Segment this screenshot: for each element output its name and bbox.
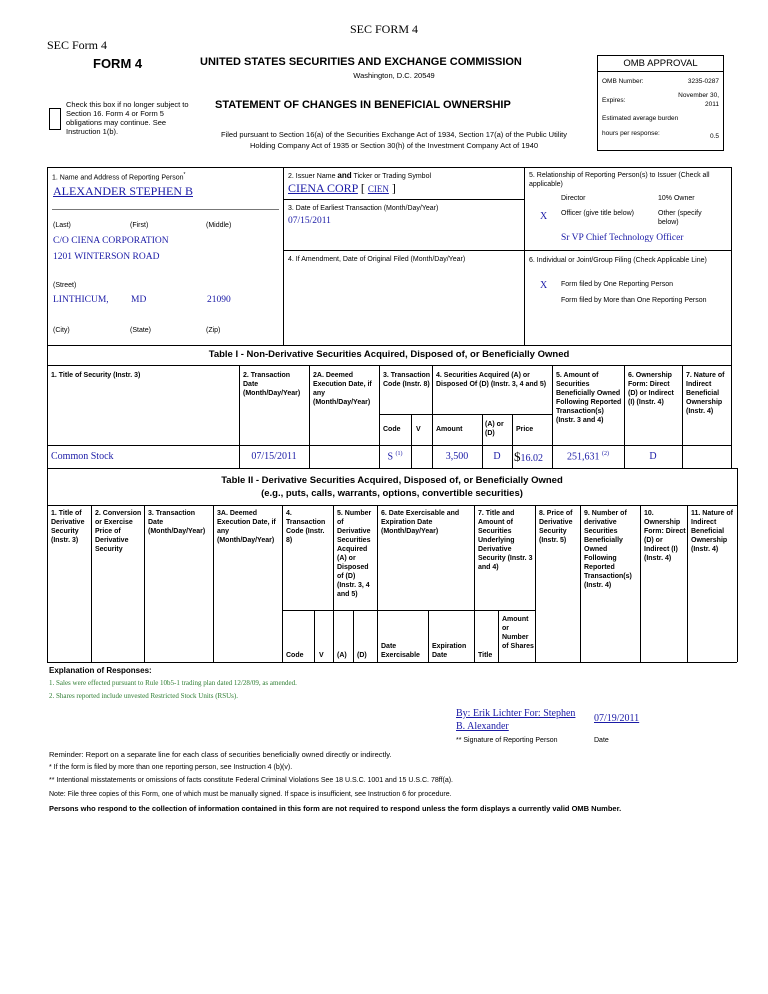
margin-label: SEC Form 4 <box>47 38 108 52</box>
t2-h9: 9. Number of derivative Securities Beneficially Owned Following Reported Transaction(s) (Instr. 4) <box>584 510 632 589</box>
filed-line-1: Filed pursuant to Section 16(a) of the Securities Exchange Act of 1934, Section 17(a) of the Public Utility <box>220 130 568 139</box>
more-person-label: Form filed by More than One Reporting Person <box>561 297 707 304</box>
one-person-mark[interactable]: X <box>540 280 548 291</box>
t1-h5: 5. Amount of Securities Beneficially Owned Following Reported Transaction(s) (Instr. 3 and 4) <box>556 372 622 424</box>
ticker[interactable]: CIEN <box>367 184 389 194</box>
t1-h3: 3. Transaction Code (Instr. 8) <box>383 372 431 388</box>
t1-h6: 6. Ownership Form: Direct (D) or Indirect (I) (Instr. 4) <box>628 372 674 406</box>
t2-h4: 4. Transaction Code (Instr. 8) <box>286 510 326 544</box>
omb-burden-label: Estimated average burden <box>602 115 679 122</box>
zip: 21090 <box>207 295 231 305</box>
t1-row-form: D <box>649 451 657 462</box>
signature-label: ** Signature of Reporting Person <box>456 737 558 744</box>
t2-h10: 10. Ownership Form: Direct (D) or Indirect (I) (Instr. 4) <box>644 510 686 562</box>
t1-sub-price: Price <box>516 426 534 433</box>
other-label: Other (specify below) <box>658 210 702 226</box>
commission-location: Washington, D.C. 20549 <box>353 71 435 80</box>
omb-hours-label: hours per response: <box>602 130 660 137</box>
one-person-label: Form filed by One Reporting Person <box>561 281 674 288</box>
earliest-transaction-date: 07/15/2011 <box>288 216 331 226</box>
t2-sub-title: Title <box>478 652 493 659</box>
omb-hours: 0.5 <box>709 133 719 140</box>
officer-title: Sr VP Chief Technology Officer <box>561 233 684 243</box>
city-label: (City) <box>53 327 70 334</box>
form-title: FORM 4 <box>93 56 143 71</box>
state: MD <box>131 295 147 305</box>
signature-date: 07/19/2011 <box>594 713 640 724</box>
t2-h8: 8. Price of Derivative Security (Instr. 5) <box>539 510 573 544</box>
t1-row-security: Common Stock <box>51 451 114 462</box>
t1-h1: 1. Title of Security (Instr. 3) <box>51 372 141 379</box>
t1-sub-v: V <box>416 426 421 433</box>
t1-row-ad: D <box>493 451 501 462</box>
table2-title-1: Table II - Derivative Securities Acquired, Disposed of, or Beneficially Owned <box>221 475 563 486</box>
t1-row-amount: 3,500 <box>445 451 469 462</box>
address-line-1: C/O CIENA CORPORATION <box>53 236 169 246</box>
t2-h2: 2. Conversion or Exercise Price of Derivative Security <box>95 510 142 553</box>
t1-row-owned-value: 251,631 <box>567 451 600 463</box>
box6-label: 6. Individual or Joint/Group Filing (Check Applicable Line) <box>529 257 707 264</box>
t1-sub-amount: Amount <box>436 426 463 433</box>
officer-mark[interactable]: X <box>540 211 548 222</box>
state-label: (State) <box>130 327 152 334</box>
footnote-2: 2. Shares reported include unvested Restricted Stock Units (RSUs). <box>49 692 238 700</box>
t2-sub-amount: Amount or Number of Shares <box>502 616 534 650</box>
note-omb: Persons who respond to the collection of information contained in this form are not required to respond unless the form displays a currently valid OMB Number. <box>49 804 622 813</box>
omb-expires-label: Expires: <box>602 97 626 104</box>
filed-line-2: Holding Company Act of 1935 or Section 30(h) of the Investment Company Act of 1940 <box>249 141 539 150</box>
note-reminder: Reminder: Report on a separate line for each class of securities beneficially owned directly or indirectly. <box>49 750 392 759</box>
footnote-1: 1. Sales were effected pursuant to Rule 10b5-1 trading plan dated 12/28/09, as amended. <box>49 679 297 687</box>
t1-sub-ad: (A) or (D) <box>485 421 504 437</box>
first-label: (First) <box>130 222 149 229</box>
omb-title: OMB APPROVAL <box>598 56 723 72</box>
t2-sub-expiration-date: Expiration Date <box>432 643 467 659</box>
middle-label: (Middle) <box>206 222 232 229</box>
ten-pct-owner-label: 10% Owner <box>658 195 695 202</box>
checkbox-text: Check this box if no longer subject to Section 16. Form 4 or Form 5 obligations may continue. See Instruction 1(b). <box>66 100 189 136</box>
table1-title: Table I - Non-Derivative Securities Acquired, Disposed of, or Beneficially Owned <box>208 349 570 360</box>
city: LINTHICUM, <box>53 295 109 305</box>
note-multiple-persons: * If the form is filed by more than one reporting person, see Instruction 4 (b)(v). <box>49 764 293 771</box>
t1-row-owned-footnote[interactable]: (2) <box>602 451 609 457</box>
box5-label: 5. Relationship of Reporting Person(s) to Issuer (Check all applicable) <box>529 172 710 188</box>
officer-label: Officer (give title below) <box>561 210 635 217</box>
note-misstatements: ** Intentional misstatements or omissions of facts constitute Federal Criminal Violations See 18 U.S.C. 1001 and 15 U.S.C. 78ff(a). <box>49 777 453 784</box>
t1-h2: 2. Transaction Date (Month/Day/Year) <box>243 372 301 397</box>
t1-row-code-footnote[interactable]: (1) <box>395 451 403 457</box>
last-label: (Last) <box>53 222 71 229</box>
commission-name: UNITED STATES SECURITIES AND EXCHANGE COMMISSION <box>200 56 522 68</box>
t1-h2a: 2A. Deemed Execution Date, if any (Month/Day/Year) <box>313 372 372 406</box>
director-label: Director <box>561 195 586 202</box>
t2-h3: 3. Transaction Date (Month/Day/Year) <box>148 510 206 535</box>
box2-label: 2. Issuer Name and Ticker or Trading Symbol <box>288 171 432 180</box>
t1-row-code <box>379 451 411 462</box>
issuer-name[interactable]: CIENA CORP <box>288 181 358 195</box>
note-copies: Note: File three copies of this Form, one of which must be manually signed. If space is insufficient, see Instruction 6 for procedure. <box>49 791 452 798</box>
page-header: SEC FORM 4 <box>349 22 419 36</box>
reporting-person-name[interactable]: ALEXANDER STEPHEN B <box>53 184 193 198</box>
box1-label: 1. Name and Address of Reporting Person* <box>52 172 186 182</box>
t1-row-code-value: S <box>387 451 394 463</box>
address-line-2: 1201 WINTERSON ROAD <box>53 252 160 262</box>
t2-sub-a: (A) <box>337 652 347 659</box>
signature-name[interactable]: By: Erik Lichter For: Stephen B. Alexander <box>456 708 576 732</box>
omb-expires: November 30, 2011 <box>678 92 719 108</box>
zip-label: (Zip) <box>206 327 221 334</box>
t2-sub-d: (D) <box>357 652 367 659</box>
box3-label: 3. Date of Earliest Transaction (Month/Day/Year) <box>288 205 439 212</box>
statement-title: STATEMENT OF CHANGES IN BENEFICIAL OWNERSHIP <box>215 99 511 111</box>
omb-number-label: OMB Number: <box>602 78 644 85</box>
table2-title-2: (e.g., puts, calls, warrants, options, convertible securities) <box>261 488 523 499</box>
t1-h7: 7. Nature of Indirect Beneficial Ownership (Instr. 4) <box>686 372 725 415</box>
box4-label: 4. If Amendment, Date of Original Filed (Month/Day/Year) <box>288 256 466 263</box>
t2-h1: 1. Title of Derivative Security (Instr. 3) <box>51 510 85 544</box>
t1-row-owned <box>552 451 624 462</box>
t1-sub-code: Code <box>383 426 401 433</box>
t2-h6: 6. Date Exercisable and Expiration Date (Month/Day/Year) <box>381 510 460 535</box>
t2-h3a: 3A. Deemed Execution Date, if any (Month/Day/Year) <box>217 510 276 544</box>
street-label: (Street) <box>53 282 77 289</box>
explanation-title: Explanation of Responses: <box>49 666 152 675</box>
omb-number: 3235-0287 <box>687 78 719 85</box>
t1-row-price-symbol: $ <box>514 449 521 464</box>
t2-sub-date-exercisable: Date Exercisable <box>381 643 420 659</box>
t2-sub-code: Code <box>286 652 304 659</box>
table2-title <box>47 474 737 500</box>
t2-h11: 11. Nature of Indirect Beneficial Ownership (Instr. 4) <box>691 510 734 553</box>
date-label: Date <box>594 737 609 744</box>
t2-h5: 5. Number of Derivative Securities Acquired (A) or Disposed of (D) (Instr. 3, 4 and 5) <box>337 510 372 598</box>
t1-row-price-value: 16.02 <box>520 453 543 464</box>
t2-sub-v: V <box>319 652 324 659</box>
omb-box <box>597 55 724 151</box>
issuer: CIENA CORP [ CIEN ] <box>288 181 396 195</box>
filed-pursuant <box>200 129 588 151</box>
t1-h4: 4. Securities Acquired (A) or Disposed Of (D) (Instr. 3, 4 and 5) <box>436 372 547 388</box>
section16-checkbox[interactable] <box>49 108 61 130</box>
t1-row-date: 07/15/2011 <box>251 451 297 462</box>
t1-row-price <box>514 448 543 466</box>
t2-h7: 7. Title and Amount of Securities Underlying Derivative Security (Instr. 3 and 4) <box>478 510 533 571</box>
